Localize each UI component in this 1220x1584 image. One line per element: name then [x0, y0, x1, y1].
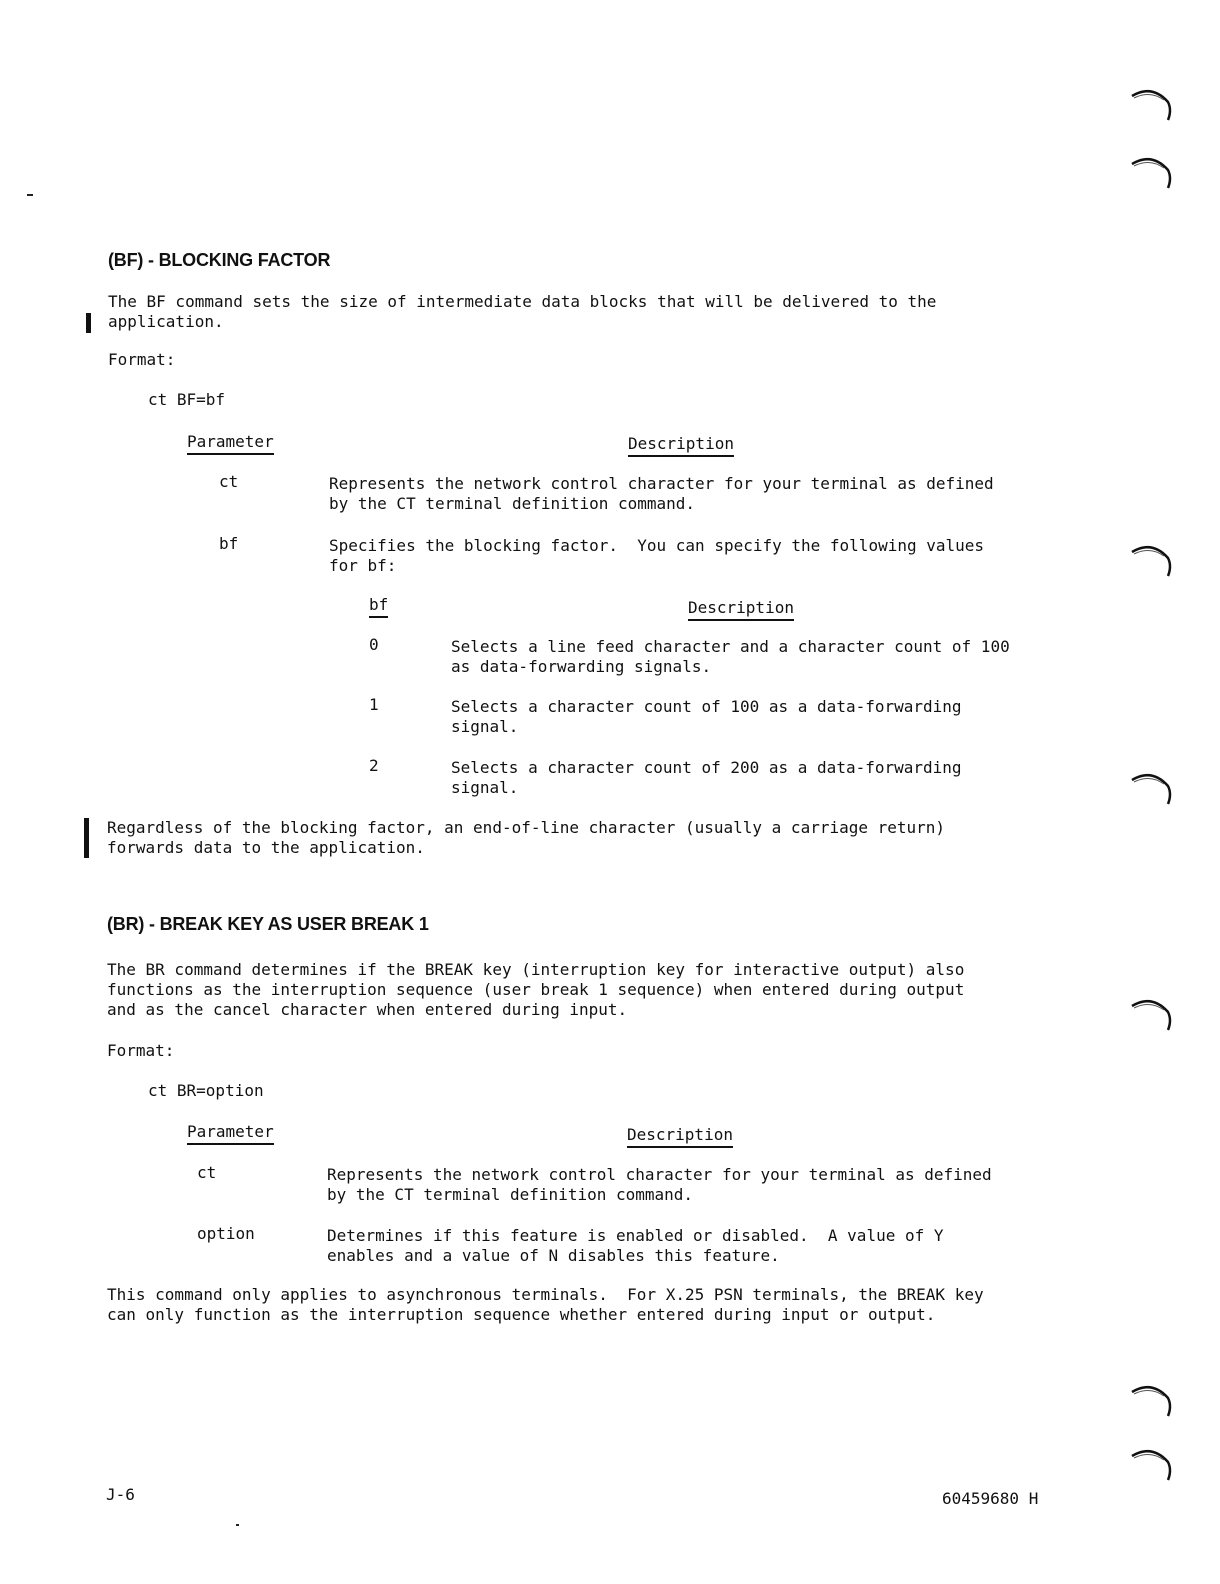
binder-hole-icon	[1130, 86, 1174, 126]
binder-hole-icon	[1130, 770, 1174, 810]
binder-hole-icon	[1130, 1382, 1174, 1422]
br-description-header-text: Description	[627, 1125, 733, 1148]
bf-format-label: Format:	[108, 350, 176, 369]
br-format-label: Format:	[107, 1041, 175, 1060]
scan-mark	[27, 194, 33, 196]
bf-values-description-header	[688, 598, 794, 621]
bf-value-2-description: Selects a character count of 200 as a data-forwarding signal.	[451, 758, 962, 797]
section-heading-br: (BR) - BREAK KEY AS USER BREAK 1	[107, 914, 429, 934]
br-param-option-description: Determines if this feature is enabled or disabled. A value of Y enables and a value of N disables this feature.	[327, 1226, 944, 1265]
bf-values-header-text: bf	[369, 595, 388, 618]
page-number: J-6	[106, 1485, 135, 1504]
bf-intro-paragraph: The BF command sets the size of intermediate data blocks that will be delivered to the application.	[108, 292, 937, 331]
bf-command-syntax: ct BF=bf	[148, 390, 226, 409]
br-param-option: option	[197, 1224, 255, 1243]
bf-param-ct: ct	[219, 472, 239, 491]
binder-hole-icon	[1130, 154, 1174, 194]
br-parameter-header	[187, 1122, 274, 1145]
document-number: 60459680 H	[942, 1489, 1039, 1508]
br-command-syntax: ct BR=option	[148, 1081, 264, 1100]
bf-values-header	[369, 595, 388, 618]
bf-note-paragraph: Regardless of the blocking factor, an end-of-line character (usually a carriage return) forwards data to the application.	[107, 818, 946, 857]
br-param-ct-description: Represents the network control character for your terminal as defined by the CT terminal definition command.	[327, 1165, 992, 1204]
br-param-ct: ct	[197, 1163, 217, 1182]
bf-value-1-description: Selects a character count of 100 as a data-forwarding signal.	[451, 697, 962, 736]
br-note-paragraph: This command only applies to asynchronous terminals. For X.25 PSN terminals, the BREAK key can only function as the interruption sequence whether entered during input or output.	[107, 1285, 984, 1324]
bf-value-0: 0	[369, 635, 379, 654]
section-heading-bf: (BF) - BLOCKING FACTOR	[108, 250, 331, 270]
binder-hole-icon	[1130, 996, 1174, 1036]
bf-param-ct-description: Represents the network control character for your terminal as defined by the CT terminal definition command.	[329, 474, 994, 513]
change-bar	[86, 313, 91, 333]
bf-parameter-header-text: Parameter	[187, 432, 274, 455]
bf-description-header	[628, 434, 734, 457]
bf-value-2: 2	[369, 756, 379, 775]
bf-values-description-header-text: Description	[688, 598, 794, 621]
bf-param-bf: bf	[219, 534, 239, 553]
bf-param-bf-description: Specifies the blocking factor. You can specify the following values for bf:	[329, 536, 985, 575]
bf-description-header-text: Description	[628, 434, 734, 457]
binder-hole-icon	[1130, 1446, 1174, 1486]
binder-hole-icon	[1130, 542, 1174, 582]
br-parameter-header-text: Parameter	[187, 1122, 274, 1145]
br-description-header	[627, 1125, 733, 1148]
bf-parameter-header	[187, 432, 274, 455]
bf-value-1: 1	[369, 695, 379, 714]
scan-mark	[236, 1524, 239, 1526]
bf-value-0-description: Selects a line feed character and a character count of 100 as data-forwarding signals.	[451, 637, 1010, 676]
br-intro-paragraph: The BR command determines if the BREAK key (interruption key for interactive output) also functions as the interruption sequence (user break 1 sequence) when entered during output and as the cancel character when entered during input.	[107, 960, 965, 1019]
change-bar	[84, 818, 89, 858]
